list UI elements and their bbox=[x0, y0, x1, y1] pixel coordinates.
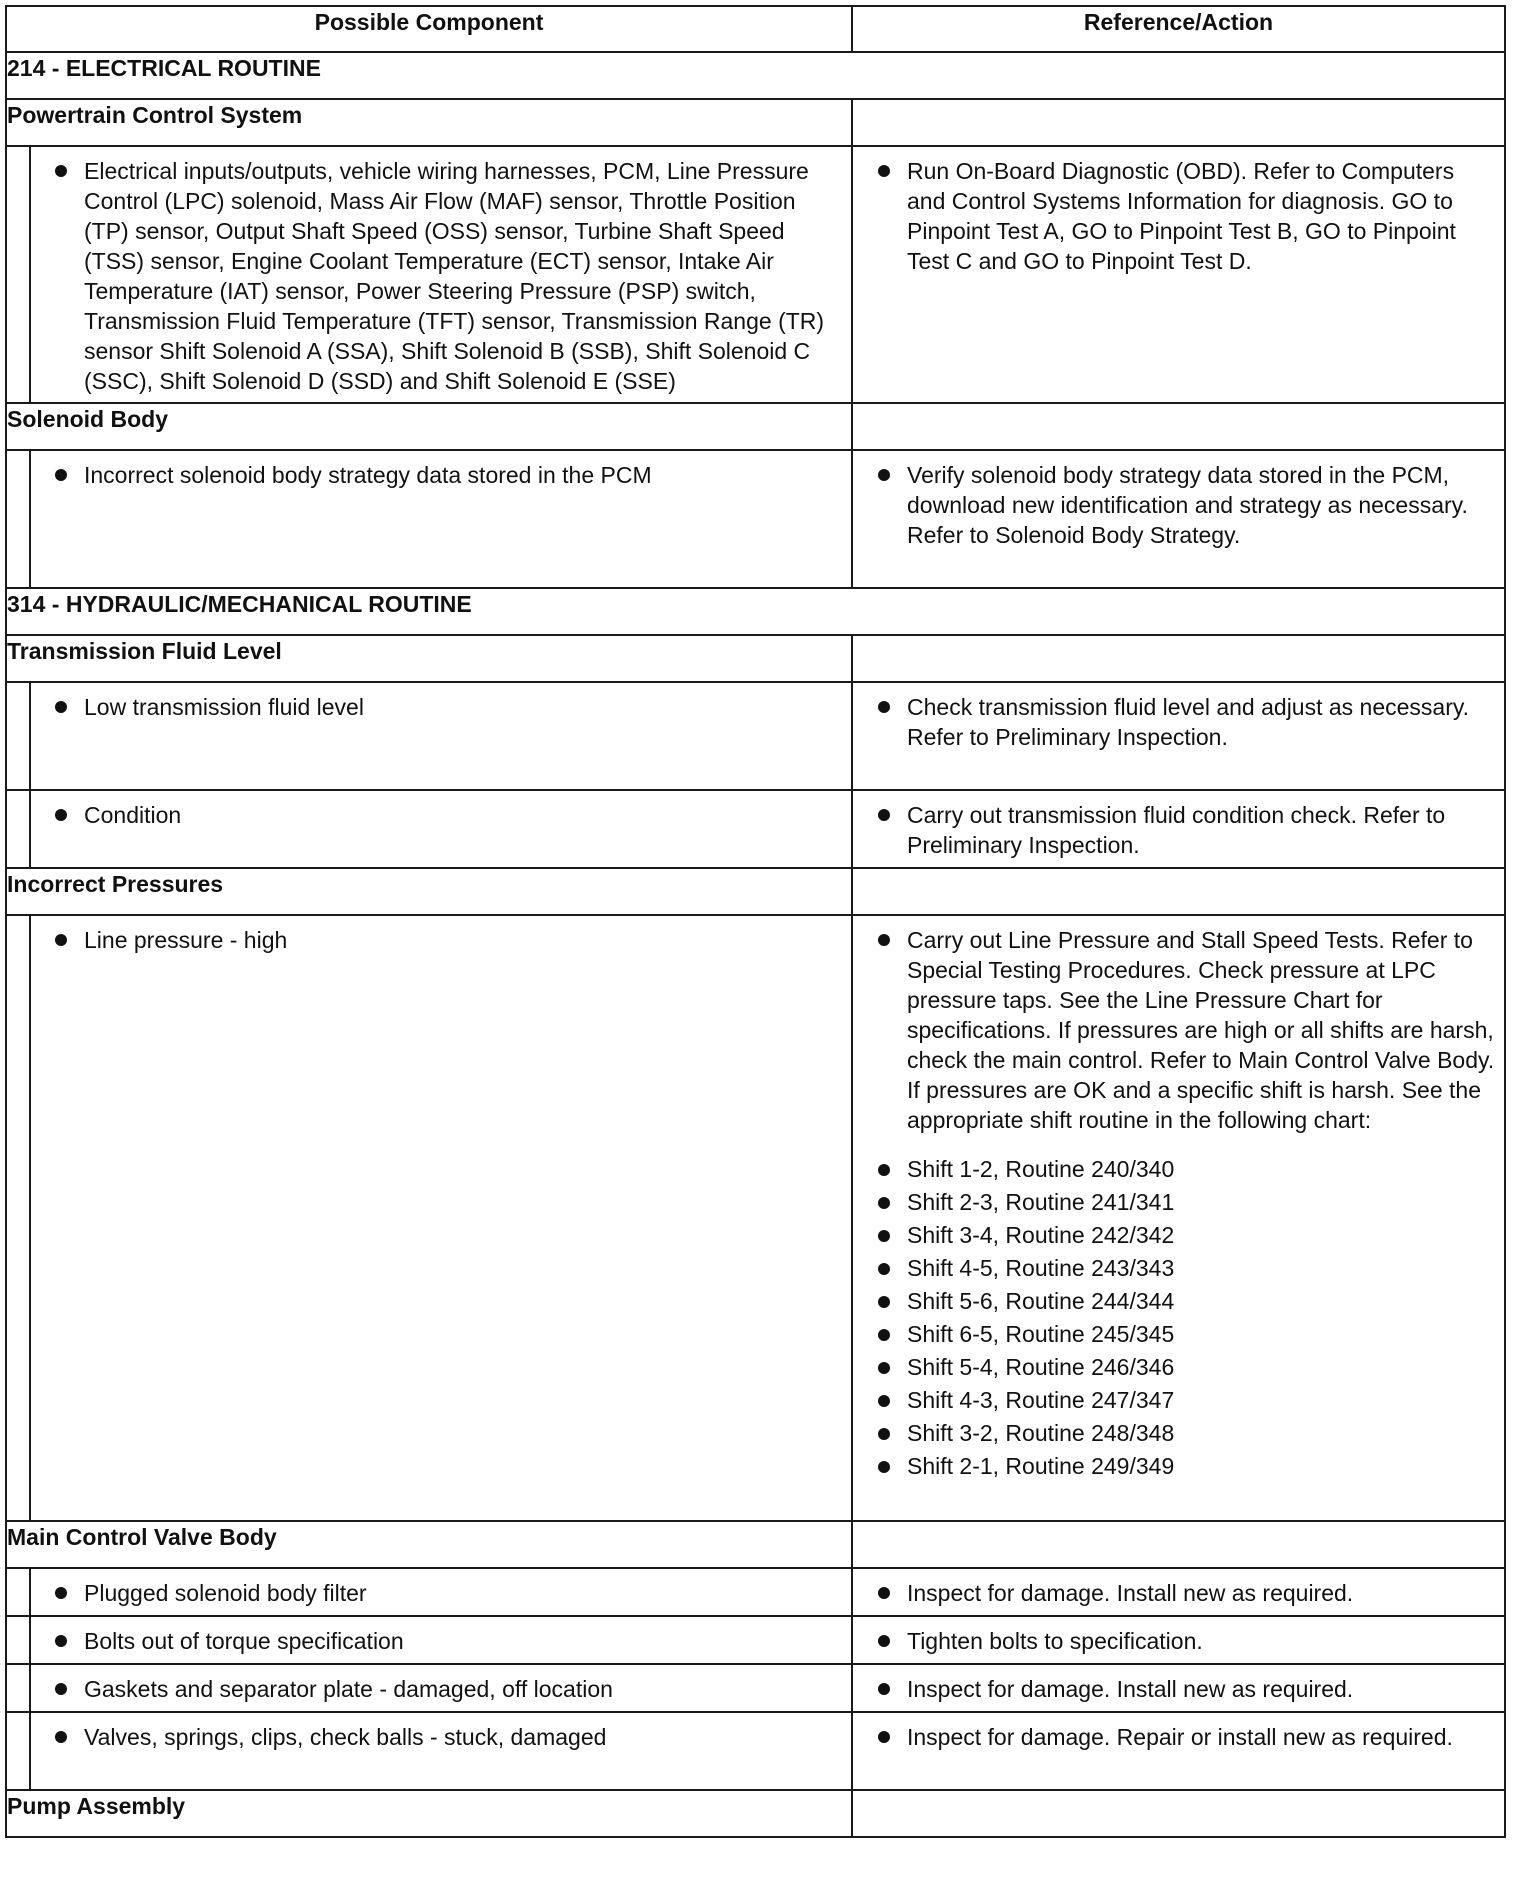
list-item bbox=[853, 451, 1504, 556]
component-text: Valves, springs, clips, check balls - stuck, damaged bbox=[84, 1724, 607, 1750]
group-title-pump-assembly: Pump Assembly bbox=[6, 1790, 852, 1837]
component-text: Gaskets and separator plate - damaged, off location bbox=[84, 1676, 613, 1702]
indent-cell bbox=[6, 915, 30, 1521]
list-item bbox=[31, 1617, 851, 1662]
table-row bbox=[6, 146, 1505, 403]
group-empty-cell bbox=[852, 635, 1505, 682]
group-empty-cell bbox=[852, 868, 1505, 915]
action-cell bbox=[852, 1664, 1505, 1712]
bullet-icon bbox=[878, 460, 907, 490]
component-text: Line pressure - high bbox=[84, 927, 288, 953]
bullet-icon bbox=[878, 1318, 907, 1351]
indent-cell bbox=[6, 1616, 30, 1664]
component-cell bbox=[30, 1616, 852, 1664]
bullet-icon bbox=[55, 460, 84, 490]
list-item bbox=[31, 1569, 851, 1614]
section-title-hydraulic: 314 - HYDRAULIC/MECHANICAL ROUTINE bbox=[6, 588, 1505, 635]
list-item bbox=[853, 1384, 1504, 1417]
bullet-icon bbox=[55, 1674, 84, 1704]
action-cell bbox=[852, 146, 1505, 403]
list-item bbox=[853, 1252, 1504, 1285]
action-cell bbox=[852, 915, 1505, 1521]
component-cell bbox=[30, 790, 852, 868]
bullet-icon bbox=[878, 1674, 907, 1704]
list-item bbox=[31, 1713, 851, 1758]
action-cell bbox=[852, 790, 1505, 868]
group-title-incorrect-pressures: Incorrect Pressures bbox=[6, 868, 852, 915]
bullet-icon bbox=[55, 800, 84, 830]
group-title-fluid-level: Transmission Fluid Level bbox=[6, 635, 852, 682]
action-text: Inspect for damage. Install new as required. bbox=[907, 1676, 1354, 1702]
list-item bbox=[31, 916, 851, 961]
group-title-powertrain: Powertrain Control System bbox=[6, 99, 852, 146]
bullet-icon bbox=[55, 925, 84, 955]
header-reference-action: Reference/Action bbox=[852, 6, 1505, 52]
list-item bbox=[31, 791, 851, 836]
section-row-electrical bbox=[6, 52, 1505, 99]
group-row-main-control-valve-body bbox=[6, 1521, 1505, 1568]
bullet-icon bbox=[878, 800, 907, 830]
shift-routine-text: Shift 4-3, Routine 247/347 bbox=[907, 1387, 1175, 1413]
bullet-icon bbox=[878, 1384, 907, 1417]
table-row bbox=[6, 682, 1505, 790]
group-row-solenoid-body bbox=[6, 403, 1505, 450]
bullet-icon bbox=[878, 1219, 907, 1252]
group-empty-cell bbox=[852, 99, 1505, 146]
table-row bbox=[6, 1616, 1505, 1664]
component-cell bbox=[30, 1712, 852, 1790]
table-row bbox=[6, 1664, 1505, 1712]
shift-routine-text: Shift 5-6, Routine 244/344 bbox=[907, 1288, 1175, 1314]
component-text: Low transmission fluid level bbox=[84, 694, 364, 720]
list-item bbox=[853, 791, 1504, 866]
component-text: Incorrect solenoid body strategy data stored in the PCM bbox=[84, 462, 652, 488]
bullet-icon bbox=[878, 1285, 907, 1318]
bullet-icon bbox=[878, 1252, 907, 1285]
list-item bbox=[853, 147, 1504, 282]
bullet-icon bbox=[878, 1186, 907, 1219]
list-item bbox=[853, 1617, 1504, 1662]
action-cell bbox=[852, 450, 1505, 588]
shift-routine-list bbox=[853, 1153, 1504, 1483]
group-row-pump-assembly bbox=[6, 1790, 1505, 1837]
bullet-icon bbox=[878, 1417, 907, 1450]
component-text: Electrical inputs/outputs, vehicle wiring harnesses, PCM, Line Pressure Control (LPC) solenoid, Mass Air Flow (MAF) sensor, Throttle Position (TP) sensor, Output Shaft Speed (OSS) sensor, Turbine Shaft Speed (TSS) sensor, Engine Coolant Temperature (ECT) sensor, Intake Air Temperature (IAT) sensor, Power Steering Pressure (PSP) switch, Transmission Fluid Temperature (TFT) sensor, Transmission Range (TR) sensor Shift Solenoid A (SSA), Shift Solenoid B (SSB), Shift Solenoid C (SSC), Shift Solenoid D (SSD) and Shift Solenoid E (SSE) bbox=[84, 158, 825, 394]
list-item bbox=[853, 1713, 1504, 1758]
action-cell bbox=[852, 682, 1505, 790]
list-item bbox=[31, 1665, 851, 1710]
bullet-icon bbox=[878, 156, 907, 186]
bullet-icon bbox=[55, 1578, 84, 1608]
indent-cell bbox=[6, 1568, 30, 1616]
bullet-icon bbox=[55, 1626, 84, 1656]
action-text: Carry out Line Pressure and Stall Speed Tests. Refer to Special Testing Procedures. Check pressure at LPC pressure taps. See the Line Pressure Chart for specifications. If pressures are high or all shifts are harsh, check the main control. Refer to Main Control Valve Body. If pressures are OK and a specific shift is harsh. See the appropriate shift routine in the following chart: bbox=[907, 927, 1495, 1133]
list-item bbox=[853, 1285, 1504, 1318]
section-title-electrical: 214 - ELECTRICAL ROUTINE bbox=[6, 52, 1505, 99]
bullet-icon bbox=[878, 1578, 907, 1608]
action-cell bbox=[852, 1712, 1505, 1790]
component-text: Plugged solenoid body filter bbox=[84, 1580, 367, 1606]
shift-routine-text: Shift 2-1, Routine 249/349 bbox=[907, 1453, 1175, 1479]
group-empty-cell bbox=[852, 403, 1505, 450]
list-item bbox=[853, 1186, 1504, 1219]
indent-cell bbox=[6, 1664, 30, 1712]
table-row bbox=[6, 450, 1505, 588]
group-title-solenoid-body: Solenoid Body bbox=[6, 403, 852, 450]
component-text: Bolts out of torque specification bbox=[84, 1628, 404, 1654]
section-row-hydraulic bbox=[6, 588, 1505, 635]
bullet-icon bbox=[878, 1722, 907, 1752]
component-cell bbox=[30, 450, 852, 588]
bullet-icon bbox=[878, 692, 907, 722]
group-empty-cell bbox=[852, 1521, 1505, 1568]
header-possible-component: Possible Component bbox=[6, 6, 852, 52]
bullet-icon bbox=[55, 1722, 84, 1752]
list-item bbox=[853, 1450, 1504, 1483]
table-row bbox=[6, 1712, 1505, 1790]
component-text: Condition bbox=[84, 802, 182, 828]
shift-routine-text: Shift 2-3, Routine 241/341 bbox=[907, 1189, 1175, 1215]
list-item bbox=[853, 1219, 1504, 1252]
diagnostic-table-page bbox=[5, 5, 1504, 1838]
indent-cell bbox=[6, 790, 30, 868]
component-cell bbox=[30, 915, 852, 1521]
component-cell bbox=[30, 1568, 852, 1616]
diagnostic-table bbox=[5, 5, 1506, 1838]
list-item bbox=[853, 683, 1504, 758]
list-item bbox=[853, 1569, 1504, 1614]
indent-cell bbox=[6, 450, 30, 588]
shift-routine-text: Shift 1-2, Routine 240/340 bbox=[907, 1156, 1175, 1182]
component-cell bbox=[30, 682, 852, 790]
action-cell bbox=[852, 1568, 1505, 1616]
list-item bbox=[853, 916, 1504, 1141]
bullet-icon bbox=[878, 1153, 907, 1186]
shift-routine-text: Shift 3-4, Routine 242/342 bbox=[907, 1222, 1175, 1248]
list-item bbox=[853, 1417, 1504, 1450]
action-cell bbox=[852, 1616, 1505, 1664]
group-row-incorrect-pressures bbox=[6, 868, 1505, 915]
list-item bbox=[31, 683, 851, 728]
action-text: Carry out transmission fluid condition check. Refer to Preliminary Inspection. bbox=[907, 802, 1446, 858]
group-row-fluid-level bbox=[6, 635, 1505, 682]
table-row bbox=[6, 1568, 1505, 1616]
bullet-icon bbox=[878, 1626, 907, 1656]
group-empty-cell bbox=[852, 1790, 1505, 1837]
action-text: Inspect for damage. Install new as required. bbox=[907, 1580, 1354, 1606]
bullet-icon bbox=[878, 1450, 907, 1483]
group-title-main-control-valve-body: Main Control Valve Body bbox=[6, 1521, 852, 1568]
bullet-icon bbox=[55, 692, 84, 722]
action-text: Check transmission fluid level and adjust as necessary. Refer to Preliminary Inspection. bbox=[907, 694, 1470, 750]
shift-routine-text: Shift 3-2, Routine 248/348 bbox=[907, 1420, 1175, 1446]
bullet-icon bbox=[55, 156, 84, 186]
indent-cell bbox=[6, 1712, 30, 1790]
action-text: Inspect for damage. Repair or install new as required. bbox=[907, 1724, 1453, 1750]
header-row bbox=[6, 6, 1505, 52]
indent-cell bbox=[6, 146, 30, 403]
indent-cell bbox=[6, 682, 30, 790]
list-item bbox=[31, 147, 851, 402]
bullet-icon bbox=[878, 1351, 907, 1384]
action-text: Run On-Board Diagnostic (OBD). Refer to Computers and Control Systems Information for diagnosis. GO to Pinpoint Test A, GO to Pinpoint Test B, GO to Pinpoint Test C and GO to Pinpoint Test D. bbox=[907, 158, 1456, 274]
action-text: Verify solenoid body strategy data stored in the PCM, download new identification and strategy as necessary. Refer to Solenoid Body Strategy. bbox=[907, 462, 1468, 548]
table-row bbox=[6, 790, 1505, 868]
shift-routine-text: Shift 4-5, Routine 243/343 bbox=[907, 1255, 1175, 1281]
group-row-powertrain bbox=[6, 99, 1505, 146]
table-row bbox=[6, 915, 1505, 1521]
bullet-icon bbox=[878, 925, 907, 955]
shift-routine-text: Shift 5-4, Routine 246/346 bbox=[907, 1354, 1175, 1380]
component-cell bbox=[30, 1664, 852, 1712]
action-text: Tighten bolts to specification. bbox=[907, 1628, 1203, 1654]
shift-routine-text: Shift 6-5, Routine 245/345 bbox=[907, 1321, 1175, 1347]
list-item bbox=[853, 1153, 1504, 1186]
component-cell bbox=[30, 146, 852, 403]
list-item bbox=[853, 1318, 1504, 1351]
list-item bbox=[853, 1665, 1504, 1710]
list-item bbox=[853, 1351, 1504, 1384]
list-item bbox=[31, 451, 851, 496]
